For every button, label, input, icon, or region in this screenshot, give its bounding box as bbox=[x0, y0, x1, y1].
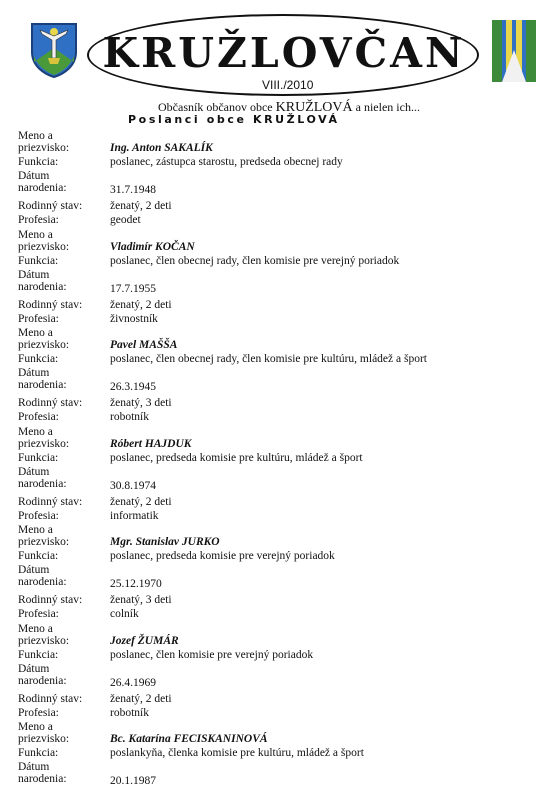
field-label: Meno a priezvisko: bbox=[18, 622, 70, 647]
member-row-dob bbox=[0, 761, 557, 791]
field-label: Rodinný stav: bbox=[18, 200, 83, 212]
field-label: Meno a priezvisko: bbox=[18, 721, 70, 745]
member-profession: informatik bbox=[110, 509, 159, 522]
member-row-family bbox=[0, 496, 557, 510]
field-label: Meno a priezvisko: bbox=[18, 130, 70, 154]
member-row-dob bbox=[0, 663, 557, 693]
member-function: poslanec, člen obecnej rady, člen komisie pre kultúru, mládež a šport bbox=[110, 353, 427, 365]
member-dob: 20.1.1987 bbox=[110, 775, 156, 787]
member-family: ženatý, 2 deti bbox=[110, 692, 172, 705]
field-label: Funkcia: bbox=[18, 254, 59, 267]
field-label: Meno a priezvisko: bbox=[18, 524, 70, 548]
field-label: Profesia: bbox=[18, 214, 59, 226]
member-row-profession bbox=[0, 608, 557, 622]
member-row-function bbox=[0, 353, 557, 367]
field-label: Profesia: bbox=[18, 411, 59, 423]
field-label: Meno a priezvisko: bbox=[18, 228, 70, 253]
member-function: poslanec, člen komisie pre verejný poriadok bbox=[110, 648, 314, 661]
field-label: Profesia: bbox=[18, 706, 59, 719]
member-profession: živnostník bbox=[110, 312, 158, 325]
member-row-name bbox=[0, 623, 557, 649]
member-row-function bbox=[0, 255, 557, 269]
field-label: Profesia: bbox=[18, 509, 59, 522]
field-label: Dátum narodenia: bbox=[18, 564, 67, 588]
member-name: Jozef ŽUMÁR bbox=[110, 634, 179, 647]
field-label: Rodinný stav: bbox=[18, 594, 83, 606]
member-name: Ing. Anton SAKALÍK bbox=[110, 142, 213, 154]
member-row-function bbox=[0, 452, 557, 466]
field-label: Meno a priezvisko: bbox=[18, 425, 70, 450]
member-name: Róbert HAJDUK bbox=[110, 437, 192, 450]
member-dob: 31.7.1948 bbox=[110, 184, 156, 196]
member-row-name bbox=[0, 229, 557, 255]
member-profession: robotník bbox=[110, 706, 149, 719]
field-label: Rodinný stav: bbox=[18, 397, 83, 409]
member-row-function bbox=[0, 649, 557, 663]
field-label: Rodinný stav: bbox=[18, 692, 83, 705]
member-row-profession bbox=[0, 707, 557, 721]
member-dob: 30.8.1974 bbox=[110, 479, 156, 492]
member-family: ženatý, 3 deti bbox=[110, 397, 172, 409]
member-row-name bbox=[0, 426, 557, 452]
section-title: Poslanci obce KRUŽLOVÁ bbox=[128, 113, 340, 126]
member-row-family bbox=[0, 594, 557, 608]
member-row-family bbox=[0, 397, 557, 411]
member-function: poslanec, predseda komisie pre kultúru, mládež a šport bbox=[110, 451, 363, 464]
field-label: Funkcia: bbox=[18, 156, 59, 168]
field-label: Profesia: bbox=[18, 608, 59, 620]
field-label: Dátum narodenia: bbox=[18, 662, 67, 687]
member-profession: robotník bbox=[110, 411, 149, 423]
field-label: Dátum narodenia: bbox=[18, 268, 67, 293]
member-row-dob bbox=[0, 367, 557, 397]
field-label: Funkcia: bbox=[18, 353, 59, 365]
field-label: Funkcia: bbox=[18, 550, 59, 562]
field-label: Dátum narodenia: bbox=[18, 761, 67, 785]
masthead-title: KRUŽLOVČAN bbox=[102, 29, 466, 77]
field-label: Meno a priezvisko: bbox=[18, 327, 70, 351]
field-label: Dátum narodenia: bbox=[18, 170, 67, 194]
member-profession: geodet bbox=[110, 214, 141, 226]
member-row-profession bbox=[0, 411, 557, 425]
member-row-family bbox=[0, 693, 557, 707]
member-row-dob bbox=[0, 170, 557, 200]
field-label: Profesia: bbox=[18, 312, 59, 325]
field-label: Funkcia: bbox=[18, 747, 59, 759]
field-label: Rodinný stav: bbox=[18, 298, 83, 311]
coat-of-arms-icon bbox=[30, 22, 78, 78]
member-family: ženatý, 2 deti bbox=[110, 298, 172, 311]
member-family: ženatý, 2 deti bbox=[110, 495, 172, 508]
member-row-dob bbox=[0, 466, 557, 496]
member-dob: 26.3.1945 bbox=[110, 381, 156, 393]
member-row-profession bbox=[0, 313, 557, 327]
member-function: poslanec, predseda komisie pre verejný poriadok bbox=[110, 550, 335, 562]
member-row-name bbox=[0, 327, 557, 353]
member-row-function bbox=[0, 156, 557, 170]
field-label: Rodinný stav: bbox=[18, 495, 83, 508]
member-row-family bbox=[0, 200, 557, 214]
member-name: Vladimír KOČAN bbox=[110, 240, 195, 253]
village-flag-icon bbox=[492, 20, 536, 82]
member-row-profession bbox=[0, 510, 557, 524]
member-family: ženatý, 2 deti bbox=[110, 200, 172, 212]
page-header bbox=[0, 0, 557, 130]
field-label: Dátum narodenia: bbox=[18, 465, 67, 490]
member-row-name bbox=[0, 524, 557, 550]
member-row-profession bbox=[0, 214, 557, 228]
member-dob: 26.4.1969 bbox=[110, 676, 156, 689]
tagline: Občasník občanov obce KRUŽLOVÁ a nielen ich... bbox=[158, 100, 420, 115]
member-function: poslanec, člen obecnej rady, člen komisie pre verejný poriadok bbox=[110, 254, 400, 267]
member-name: Mgr. Stanislav JURKO bbox=[110, 536, 220, 548]
member-row-dob bbox=[0, 269, 557, 299]
member-name: Pavel MAŠŠA bbox=[110, 339, 178, 351]
member-dob: 25.12.1970 bbox=[110, 578, 162, 590]
member-row-function bbox=[0, 747, 557, 761]
field-label: Dátum narodenia: bbox=[18, 367, 67, 391]
field-label: Funkcia: bbox=[18, 648, 59, 661]
field-label: Funkcia: bbox=[18, 451, 59, 464]
member-row-function bbox=[0, 550, 557, 564]
member-row-name bbox=[0, 130, 557, 156]
member-function: poslankyňa, členka komisie pre kultúru, mládež a šport bbox=[110, 747, 364, 759]
member-function: poslanec, zástupca starostu, predseda obecnej rady bbox=[110, 156, 343, 168]
member-family: ženatý, 3 deti bbox=[110, 594, 172, 606]
member-row-family bbox=[0, 299, 557, 313]
issue-number: VIII./2010 bbox=[262, 78, 314, 92]
member-row-name bbox=[0, 721, 557, 747]
member-name: Bc. Katarína FECISKANINOVÁ bbox=[110, 733, 268, 745]
member-row-dob bbox=[0, 564, 557, 594]
member-dob: 17.7.1955 bbox=[110, 282, 156, 295]
member-profession: colník bbox=[110, 608, 139, 620]
